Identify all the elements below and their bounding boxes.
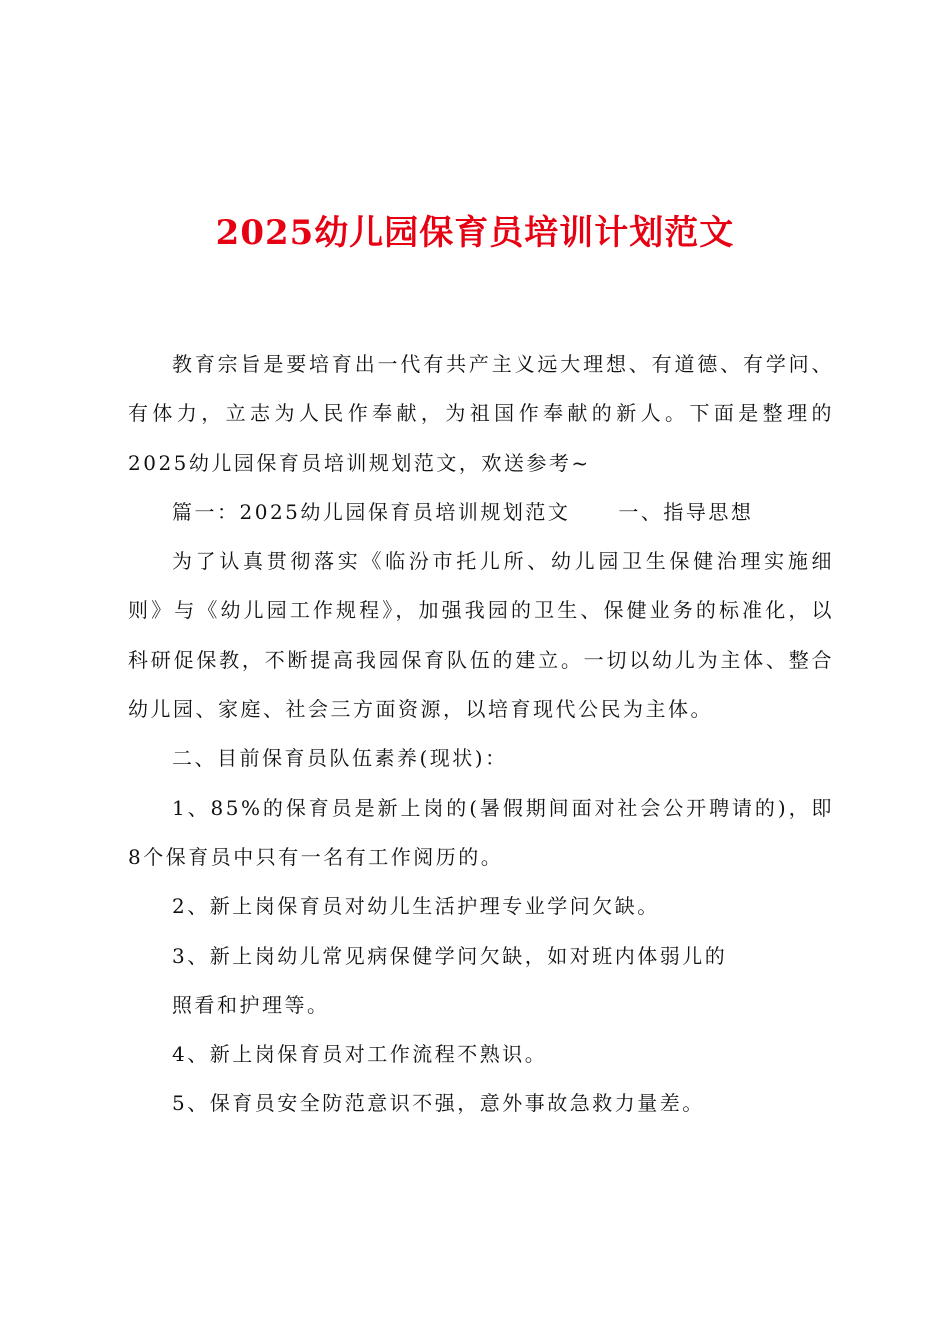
document-title: 2025幼儿园保育员培训计划范文 xyxy=(215,213,735,253)
list-item-5: 5、保育员安全防范意识不强，意外事故急救力量差。 xyxy=(172,1091,705,1116)
list-item-3-line-1: 3、新上岗幼儿常见病保健学问欠缺，如对班内体弱儿的 xyxy=(172,943,728,968)
list-item-4: 4、新上岗保育员对工作流程不熟识。 xyxy=(172,1042,548,1067)
document-body xyxy=(128,340,834,1129)
section-two-heading: 二、目前保育员队伍素养(现状)： xyxy=(172,746,508,771)
part-heading-row xyxy=(128,488,834,537)
list-item-3-line-2: 照看和护理等。 xyxy=(172,992,330,1017)
guiding-thought-paragraph: 为了认真贯彻落实《临汾市托儿所、幼儿园卫生保健治理实施细则》与《幼儿园工作规程》，加强我园的卫生、保健业务的标准化，以科研促保教，不断提高我园保育队伍的建立。一切以幼儿为主体、整合幼儿园、家庭、社会三方面资源，以培育现代公民为主体。 xyxy=(128,549,834,722)
list-item-2: 2、新上岗保育员对幼儿生活护理专业学问欠缺。 xyxy=(172,894,660,919)
part-heading: 篇一：2025幼儿园保育员培训规划范文 xyxy=(172,499,571,524)
section-one-heading: 一、指导思想 xyxy=(618,499,754,524)
intro-paragraph: 教育宗旨是要培育出一代有共产主义远大理想、有道德、有学问、有体力，立志为人民作奉献，为祖国作奉献的新人。下面是整理的2025幼儿园保育员培训规划范文，欢送参考~ xyxy=(128,352,834,475)
list-item-1: 1、85%的保育员是新上岗的(暑假期间面对社会公开聘请的)，即8个保育员中只有一名有工作阅历的。 xyxy=(128,795,834,869)
